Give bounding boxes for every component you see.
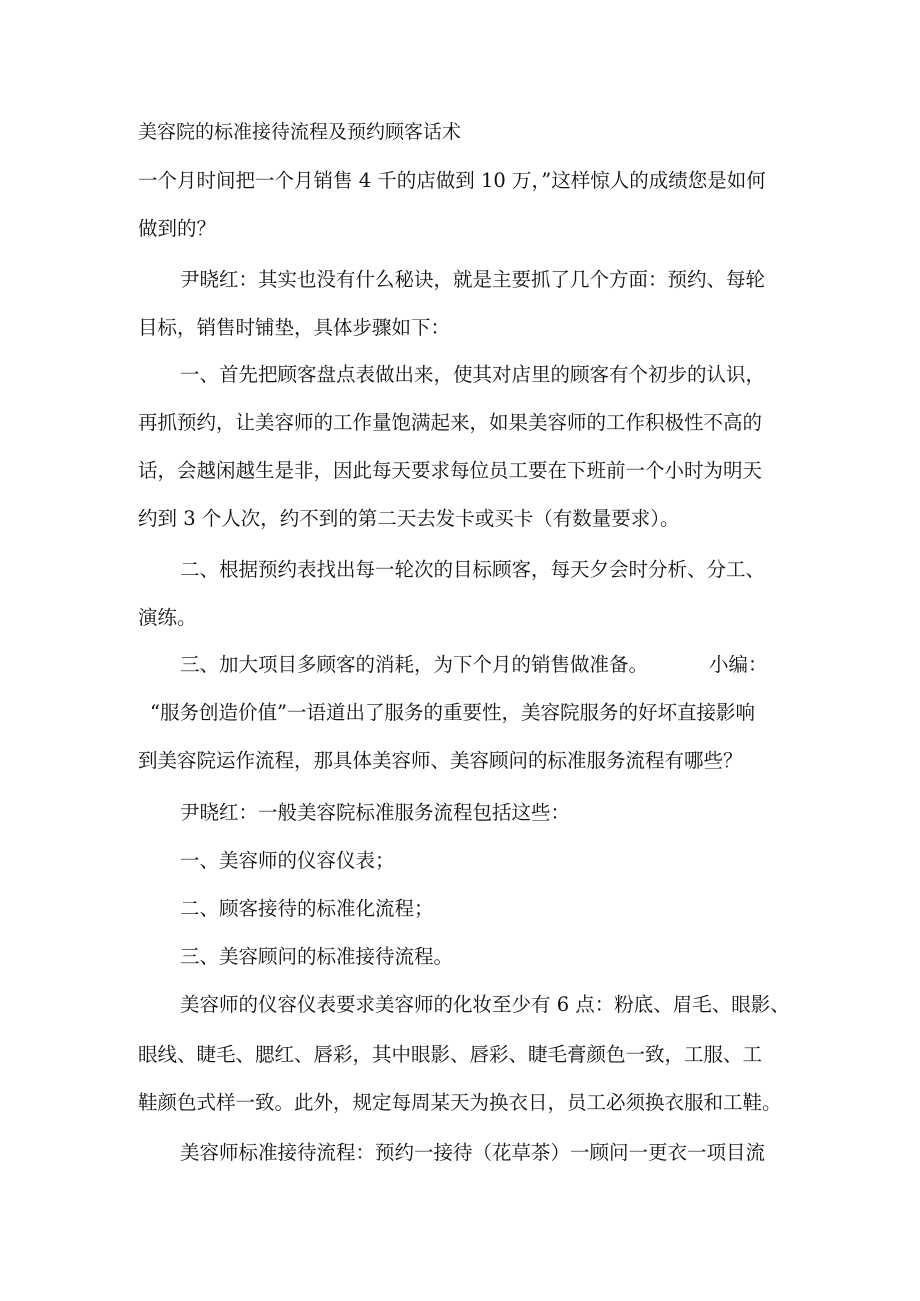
- text-line: 一、首先把顾客盘点表做出来，使其对店里的顾客有个初步的认识，: [180, 363, 766, 386]
- text-line: 再抓预约，让美容师的工作量饱满起来，如果美容师的工作积极性不高的: [138, 411, 763, 434]
- text-line: 一、美容师的仪容仪表；: [180, 849, 395, 872]
- text-line: 三、加大项目多顾客的消耗，为下个月的销售做准备。: [180, 653, 649, 676]
- text-line: 小编：: [709, 653, 768, 676]
- text-line: 目标，销售时铺垫，具体步骤如下：: [138, 316, 451, 339]
- text-line: 三、美容顾问的标准接待流程。: [180, 945, 454, 968]
- text-line: “服务创造价值”一语道出了服务的重要性，美容院服务的好坏直接影响: [150, 701, 755, 724]
- text-line: 演练。: [138, 606, 197, 629]
- text-line: 二、顾客接待的标准化流程；: [180, 897, 434, 920]
- text-line: 尹晓红：一般美容院标准服务流程包括这些：: [180, 801, 571, 824]
- text-line: 到美容院运作流程，那具体美容师、美容顾问的标准服务流程有哪些？: [138, 749, 743, 772]
- text-line: 眼线、睫毛、腮红、唇彩，其中眼影、唇彩、睫毛膏颜色一致，工服、工: [138, 1043, 763, 1066]
- document-title: 美容院的标准接待流程及预约顾客话术: [138, 121, 462, 143]
- text-line: 美容师标准接待流程：预约一接待（花草茶）一顾问一更衣一项目流: [180, 1141, 766, 1164]
- text-line: 二、根据预约表找出每一轮次的目标顾客，每天夕会时分析、分工、: [180, 558, 766, 581]
- text-line: 美容师的仪容仪表要求美容师的化妆至少有 6 点：粉底、眉毛、眼影、: [180, 993, 790, 1016]
- text-line: 话，会越闲越生是非，因此每天要求每位员工要在下班前一个小时为明天: [138, 459, 763, 482]
- text-line: 做到的？: [138, 217, 217, 240]
- text-line: 一个月时间把一个月销售 4 千的店做到 10 万，”这样惊人的成绩您是如何: [138, 169, 766, 192]
- text-line: 尹晓红：其实也没有什么秘诀，就是主要抓了几个方面：预约、每轮: [180, 268, 766, 291]
- text-line: 鞋颜色式样一致。此外，规定每周某天为换衣日，员工必须换衣服和工鞋。: [138, 1091, 782, 1114]
- text-line: 约到 3 个人次，约不到的第二天去发卡或买卡（有数量要求）。: [138, 507, 680, 530]
